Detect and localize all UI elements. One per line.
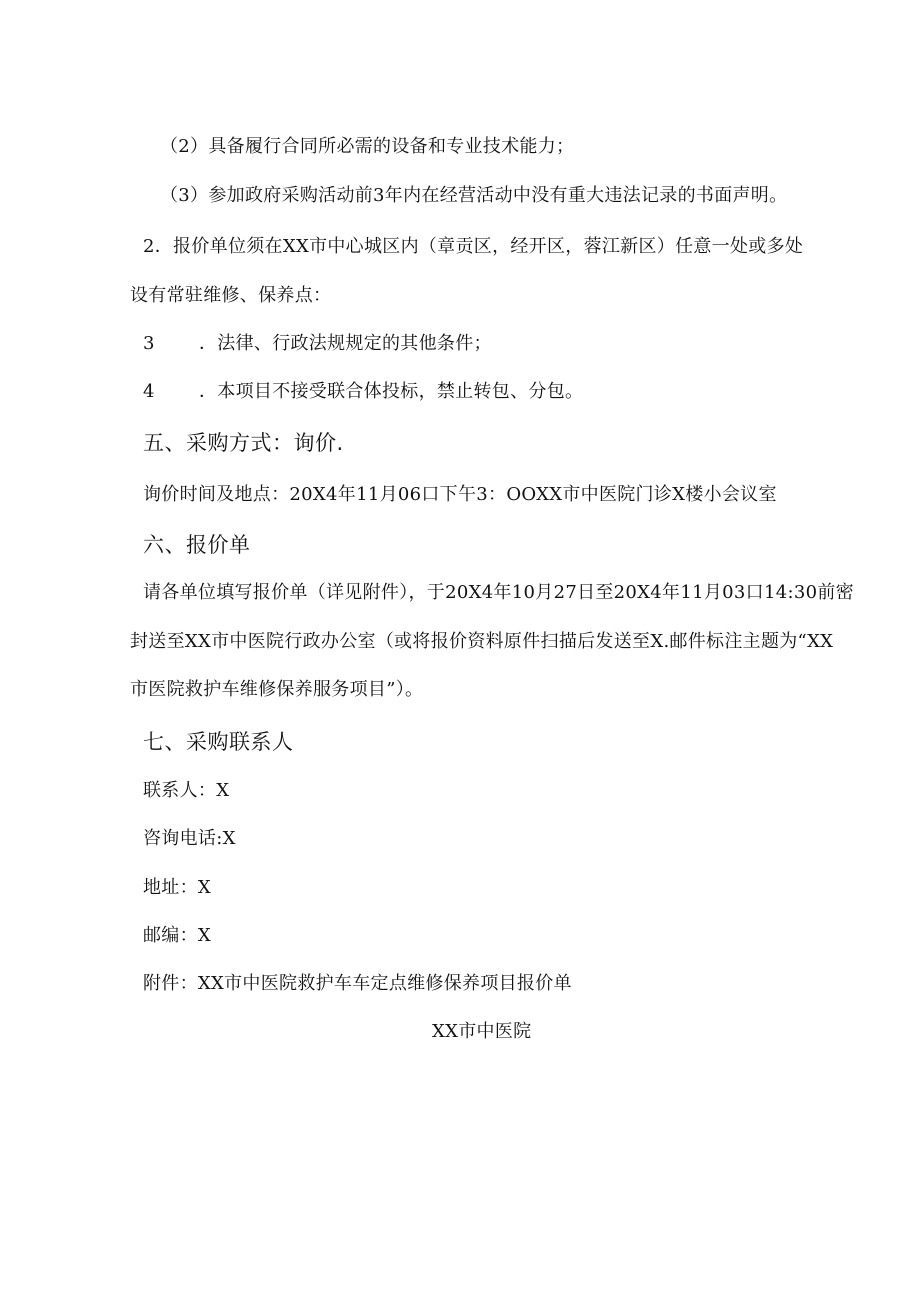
requirement-2-line-2: 设有常驻维修、保养点： — [130, 285, 332, 306]
section-7-heading: 七、采购联系人 — [143, 730, 294, 754]
section-6-line-1: 请各单位填写报价单（详见附件），于20X4年10月27日至20X4年11月03口14:30前密 — [143, 582, 854, 603]
requirement-3-number: 3 — [143, 333, 155, 354]
requirement-2-line-1: 2．报价单位须在XX市中心城区内（章贡区，经开区，蓉江新区）任意一处或多处 — [143, 236, 804, 257]
contact-person: 联系人：X — [143, 780, 230, 801]
condition-item-2: （2）具备履行合同所必需的设备和专业技术能力； — [160, 136, 575, 157]
requirement-3-text: ．法律、行政法规规定的其他条件； — [199, 333, 492, 354]
attachment-note: 附件：XX市中医院救护车车定点维修保养项目报价单 — [143, 973, 572, 994]
section-6-heading: 六、报价单 — [143, 533, 251, 557]
section-6-line-2: 封送至XX市中医院行政办公室（或将报价资料原件扫描后发送至X.邮件标注主题为“XX — [130, 631, 834, 652]
section-6-line-3: 市医院救护车维修保养服务项目”）。 — [130, 679, 424, 700]
condition-item-3: （3）参加政府采购活动前3年内在经营活动中没有重大违法记录的书面声明。 — [160, 185, 788, 206]
contact-phone: 咨询电话:X — [143, 828, 236, 849]
requirement-3 — [143, 332, 492, 356]
signature-organization: XX市中医院 — [432, 1021, 532, 1042]
contact-postcode: 邮编：X — [143, 925, 212, 946]
requirement-4 — [143, 380, 583, 404]
section-5-body: 询价时间及地点：20X4年11月06口下午3：OOXX市中医院门诊X楼小会议室 — [143, 484, 777, 505]
requirement-4-text: ．本项目不接受联合体投标，禁止转包、分包。 — [199, 381, 584, 402]
requirement-4-number: 4 — [143, 381, 155, 402]
contact-address: 地址：X — [143, 877, 212, 898]
section-5-heading: 五、采购方式：询价. — [143, 431, 344, 455]
